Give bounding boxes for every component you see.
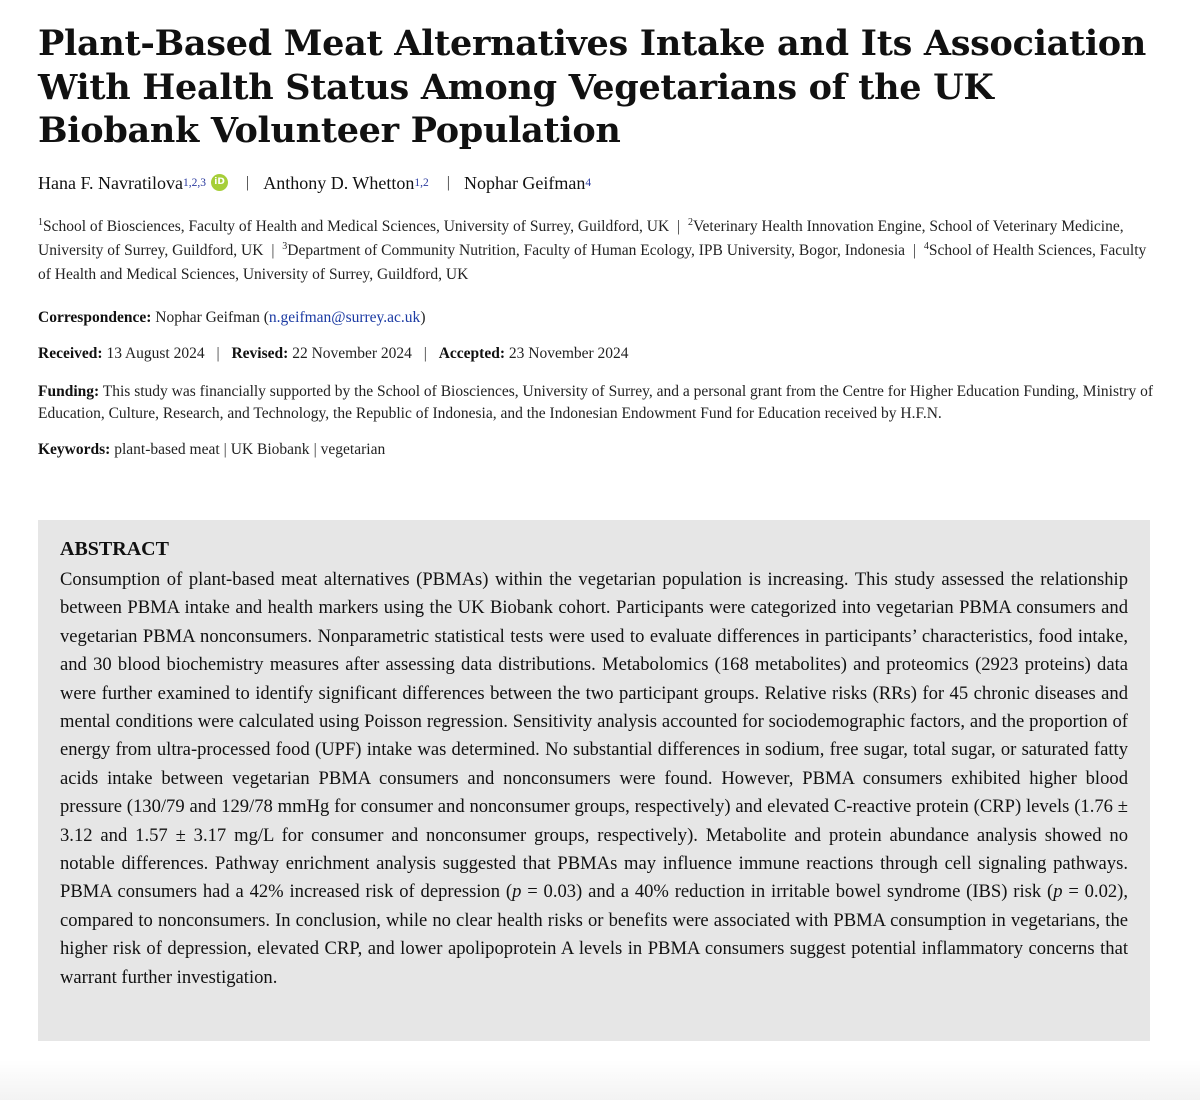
affiliation-sup: 2: [688, 216, 694, 228]
affiliation-text: School of Health Sciences, Faculty of Health and Medical Sciences, University of Surrey, Guildford, UK: [38, 241, 1147, 283]
orcid-icon[interactable]: iD: [211, 174, 228, 191]
affiliation-text: Veterinary Health Innovation Engine, School of Veterinary Medicine, University of Surrey, Guildford, UK: [38, 217, 1124, 259]
correspondence: Correspondence: Nophar Geifman (n.geifman@surrey.ac.uk): [38, 308, 426, 326]
p-symbol: p: [512, 881, 522, 903]
affiliation-sup: 4: [923, 240, 929, 252]
keywords-label: Keywords:: [38, 440, 111, 458]
p-symbol: p: [1053, 881, 1063, 903]
keyword[interactable]: plant-based meat: [114, 440, 220, 458]
affiliations: [38, 215, 1163, 287]
author-name[interactable]: Nophar Geifman: [463, 172, 586, 193]
abstract-text-part: = 0.03) and a 40% reduction in irritable bowel syndrome (IBS) risk (: [521, 881, 1054, 903]
article-dates: [38, 343, 1163, 365]
author-name[interactable]: Hana F. Navratilova: [38, 172, 184, 193]
date-separator: |: [423, 344, 427, 362]
received-label: Received:: [38, 344, 103, 362]
accepted-date: 23 November 2024: [508, 344, 629, 362]
keyword[interactable]: UK Biobank: [230, 440, 310, 458]
revised-label: Revised:: [231, 344, 289, 362]
article-title: Plant-Based Meat Alternatives Intake and Its Association With Health Status Among Vegetarians of the UK Biobank Volunteer Population: [38, 23, 1147, 151]
abstract-box: [38, 520, 1150, 1041]
page-bottom-edge: [0, 1060, 1200, 1100]
abstract-text-part: Consumption of plant-based meat alternatives (PBMAs) within the vegetarian population is increasing. This study assessed the relationship between PBMA intake and health markers using the UK Biobank cohort. Participants were categorized into vegetarian PBMA consumers and vegetarian PBMA nonconsumers. Nonparametric statistical tests were used to evaluate differences in participants’ characteristics, food intake, and 30 blood biochemistry measures after assessing data distributions. Metabolomics (168 metabolites) and proteomics (2923 proteins) data were further examined to identify significant differences between the two participant groups. Relative risks (RRs) for 45 chronic diseases and mental conditions were calculated using Poisson regression. Sensitivity analysis accounted for sociodemographic factors, and the proportion of energy from ultra-processed food (UPF) intake was determined. No substantial differences in sodium, free sugar, total sugar, or saturated fatty acids intake between vegetarian PBMA consumers and nonconsumers were found. However, PBMA consumers exhibited higher blood pressure (130/79 and 129/78 mmHg for consumer and nonconsumer groups, respectively) and elevated C-reactive protein (CRP) levels (1.76 ± 3.12 and 1.57 ± 3.17 mg/L for consumer and nonconsumer groups, respectively). Metabolite and protein abundance analysis showed no notable differences. Pathway enrichment analysis suggested that PBMAs may influence immune reactions through cell signaling pathways. PBMA consumers had a 42% increased risk of depression (: [60, 569, 1128, 903]
affiliation-separator: |: [267, 241, 279, 259]
keyword-separator: |: [313, 440, 317, 458]
correspondence-label: Correspondence:: [38, 308, 152, 326]
correspondence-name: Nophar Geifman: [155, 308, 260, 326]
funding: [38, 381, 1163, 425]
received-date: 13 August 2024: [106, 344, 205, 362]
revised-date: 22 November 2024: [292, 344, 412, 362]
funding-label: Funding:: [38, 382, 100, 400]
affiliation-separator: |: [673, 217, 685, 235]
article-header: [38, 22, 1163, 461]
correspondence-email-link[interactable]: n.geifman@surrey.ac.uk: [268, 308, 421, 326]
accepted-label: Accepted:: [438, 344, 505, 362]
author-name[interactable]: Anthony D. Whetton: [263, 172, 415, 193]
date-separator: |: [216, 344, 220, 362]
abstract-text-part: = 0.02), compared to nonconsumers. In conclusion, while no clear health risks or benefits were associated with PBMA consumption in vegetarians, the higher risk of depression, elevated CRP, and lower apolipoprotein A levels in PBMA consumers suggest potential inflammatory concerns that warrant further investigation.: [60, 881, 1129, 988]
keywords: [38, 439, 1163, 461]
author-separator: |: [246, 173, 250, 191]
author-list: Hana F. Navratilova 1,2,3 iD | Anthony D. Whetton 1,2 | Nophar Geifman 4: [38, 172, 592, 193]
funding-text: This study was financially supported by the School of Biosciences, University of Surrey, and a personal grant from the Centre for Higher Education Funding, Ministry of Education, Culture, Research, and Technology, the Republic of Indonesia, and the Indonesian Endowment Fund for Education received by H.F.N.: [38, 382, 1153, 422]
abstract-text: [60, 566, 1128, 992]
affiliation-sup: 3: [282, 240, 288, 252]
keyword-separator: |: [223, 440, 227, 458]
author-separator: |: [446, 173, 450, 191]
affiliation-text: Department of Community Nutrition, Faculty of Human Ecology, IPB University, Bogor, Indonesia: [287, 241, 906, 259]
abstract-heading: ABSTRACT: [60, 538, 169, 560]
affiliation-separator: |: [909, 241, 920, 259]
affiliation-text: School of Biosciences, Faculty of Health and Medical Sciences, University of Surrey, Guildford, UK: [43, 217, 670, 235]
keyword[interactable]: vegetarian: [320, 440, 386, 458]
affiliation-sup: 1: [38, 216, 43, 228]
